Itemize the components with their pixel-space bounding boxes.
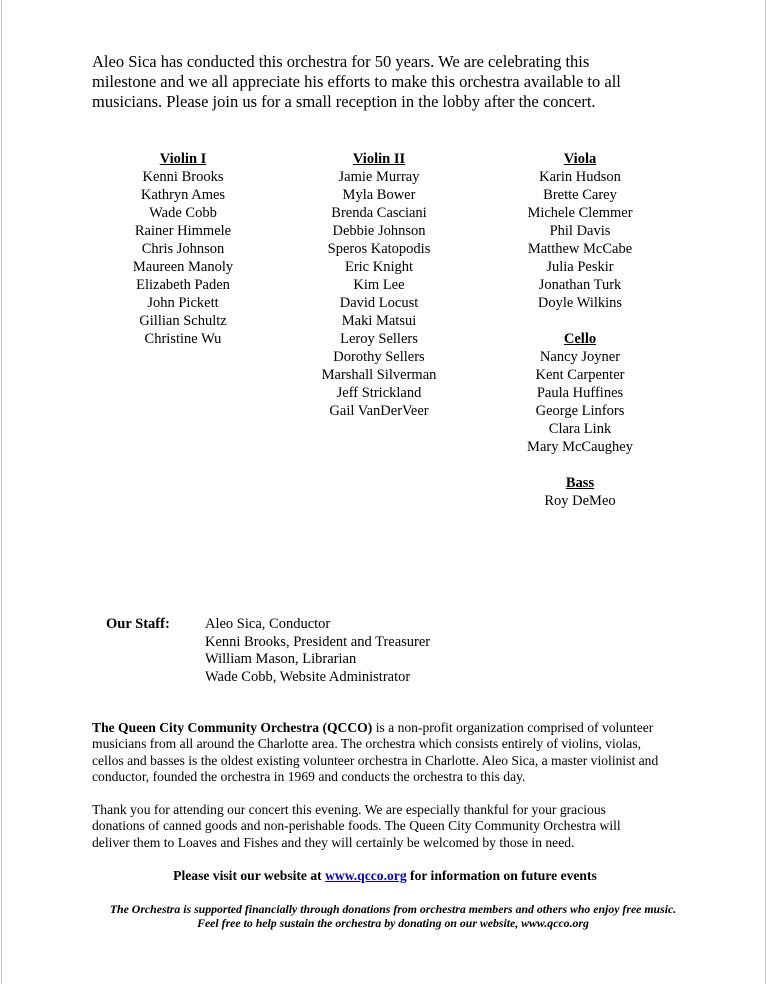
thanks-paragraph	[92, 802, 702, 851]
member-name: William Mason, Librarian	[205, 651, 357, 667]
violin1-column	[83, 150, 283, 348]
member-name: Kim Lee	[353, 277, 405, 293]
member-name: Jeff Strickland	[336, 385, 422, 401]
viola-cello-bass-column	[480, 150, 680, 510]
member-name: Leroy Sellers	[340, 331, 418, 347]
intro-line: Aleo Sica has conducted this orchestra for 50 years. We are celebrating this	[92, 52, 590, 71]
member-name: Wade Cobb, Website Administrator	[205, 668, 411, 685]
member-name: Brenda Casciani	[331, 205, 427, 221]
member-name: John Pickett	[147, 295, 219, 311]
about-paragraph	[92, 720, 702, 786]
section-title-cello: Cello	[563, 331, 597, 347]
member-name: Christine Wu	[144, 331, 222, 347]
member-list-cello	[480, 348, 680, 456]
member-name: Kathryn Ames	[140, 187, 226, 203]
intro-line: milestone and we all appreciate his efforts to make this orchestra available to all	[92, 72, 621, 91]
member-name: Phil Davis	[549, 223, 611, 239]
member-name: Aleo Sica, Conductor	[205, 616, 331, 632]
page-edge-right	[765, 0, 766, 984]
about-line: cellos and basses is the oldest existing volunteer orchestra in Charlotte. Aleo Sica, a master violinist and	[92, 752, 659, 768]
page-edge-left	[1, 0, 2, 984]
member-name: Rainer Himmele	[134, 223, 232, 239]
visit-suffix: for information on future events	[406, 868, 597, 883]
member-name: Debbie Johnson	[332, 223, 426, 239]
member-name: Wade Cobb	[149, 205, 217, 221]
member-name: George Linfors	[535, 403, 625, 419]
member-name: Dorothy Sellers	[333, 349, 425, 365]
staff-list	[205, 616, 430, 686]
member-list-violin1	[83, 168, 283, 348]
member-name: Julia Peskir	[546, 259, 614, 275]
thanks-line: donations of canned goods and non-perishable foods. The Queen City Community Orchestra will	[92, 818, 621, 834]
section-spacer	[480, 456, 680, 474]
member-name: David Locust	[339, 295, 419, 311]
violin2-column	[279, 150, 479, 420]
member-name: Myla Bower	[342, 187, 416, 203]
member-name: Kenni Brooks	[142, 169, 224, 185]
about-line: musicians from all around the Charlotte area. The orchestra which consists entirely of violins, violas,	[92, 736, 642, 752]
member-list-violin2	[279, 168, 479, 420]
member-name: Chris Johnson	[141, 241, 225, 257]
section-title-violin1: Violin I	[159, 151, 207, 167]
about-line	[92, 720, 702, 736]
intro-paragraph	[92, 52, 692, 112]
about-line-rest: is a non-profit organization comprised of volunteer	[372, 720, 654, 735]
section-title-violin2: Violin II	[352, 151, 406, 167]
support-note	[60, 902, 726, 930]
intro-line: musicians. Please join us for a small reception in the lobby after the concert.	[92, 92, 596, 111]
member-name: Maki Matsui	[341, 313, 417, 329]
member-name: Michele Clemmer	[527, 205, 633, 221]
member-name: Maureen Manoly	[132, 259, 234, 275]
member-name: Jonathan Turk	[538, 277, 622, 293]
support-line: The Orchestra is supported financially through donations from orchestra members and others who enjoy free music.	[109, 902, 677, 916]
thanks-line: deliver them to Loaves and Fishes and they will certainly be welcomed by those in need.	[92, 834, 575, 850]
member-list-viola	[480, 168, 680, 312]
visit-prefix: Please visit our website at	[173, 868, 326, 883]
section-spacer	[480, 312, 680, 330]
member-name: Doyle Wilkins	[537, 295, 623, 311]
member-name: Brette Carey	[543, 187, 617, 203]
staff-label: Our Staff:	[106, 616, 170, 632]
about-line: conductor, founded the orchestra in 1969 and conducts the orchestra to this day.	[92, 769, 526, 785]
member-name: Speros Katopodis	[327, 241, 431, 257]
org-name: The Queen City Community Orchestra (QCCO)	[92, 720, 373, 735]
member-name: Marshall Silverman	[321, 367, 437, 383]
member-name: Nancy Joyner	[539, 349, 621, 365]
member-name: Eric Knight	[344, 259, 414, 275]
member-name: Gillian Schultz	[139, 313, 227, 329]
support-line: Feel free to help sustain the orchestra by donating on our website, www.qcco.org	[197, 916, 589, 930]
member-list-bass	[480, 492, 680, 510]
website-callout	[60, 868, 710, 884]
thanks-line: Thank you for attending our concert this evening. We are especially thankful for your gracious	[92, 802, 606, 817]
section-title-viola: Viola	[563, 151, 597, 167]
member-name: Karin Hudson	[539, 169, 621, 185]
member-name: Kent Carpenter	[535, 367, 625, 383]
section-title-bass: Bass	[565, 475, 595, 491]
member-name: Paula Huffines	[536, 385, 624, 401]
website-link[interactable]: www.qcco.org	[325, 868, 407, 883]
member-name: Roy DeMeo	[544, 493, 616, 509]
member-name: Kenni Brooks, President and Treasurer	[205, 633, 431, 650]
member-name: Clara Link	[548, 421, 612, 437]
member-name: Gail VanDerVeer	[329, 403, 429, 419]
member-name: Mary McCaughey	[527, 439, 633, 455]
member-name: Jamie Murray	[338, 169, 420, 185]
member-name: Elizabeth Paden	[136, 277, 230, 293]
member-name: Matthew McCabe	[527, 241, 633, 257]
